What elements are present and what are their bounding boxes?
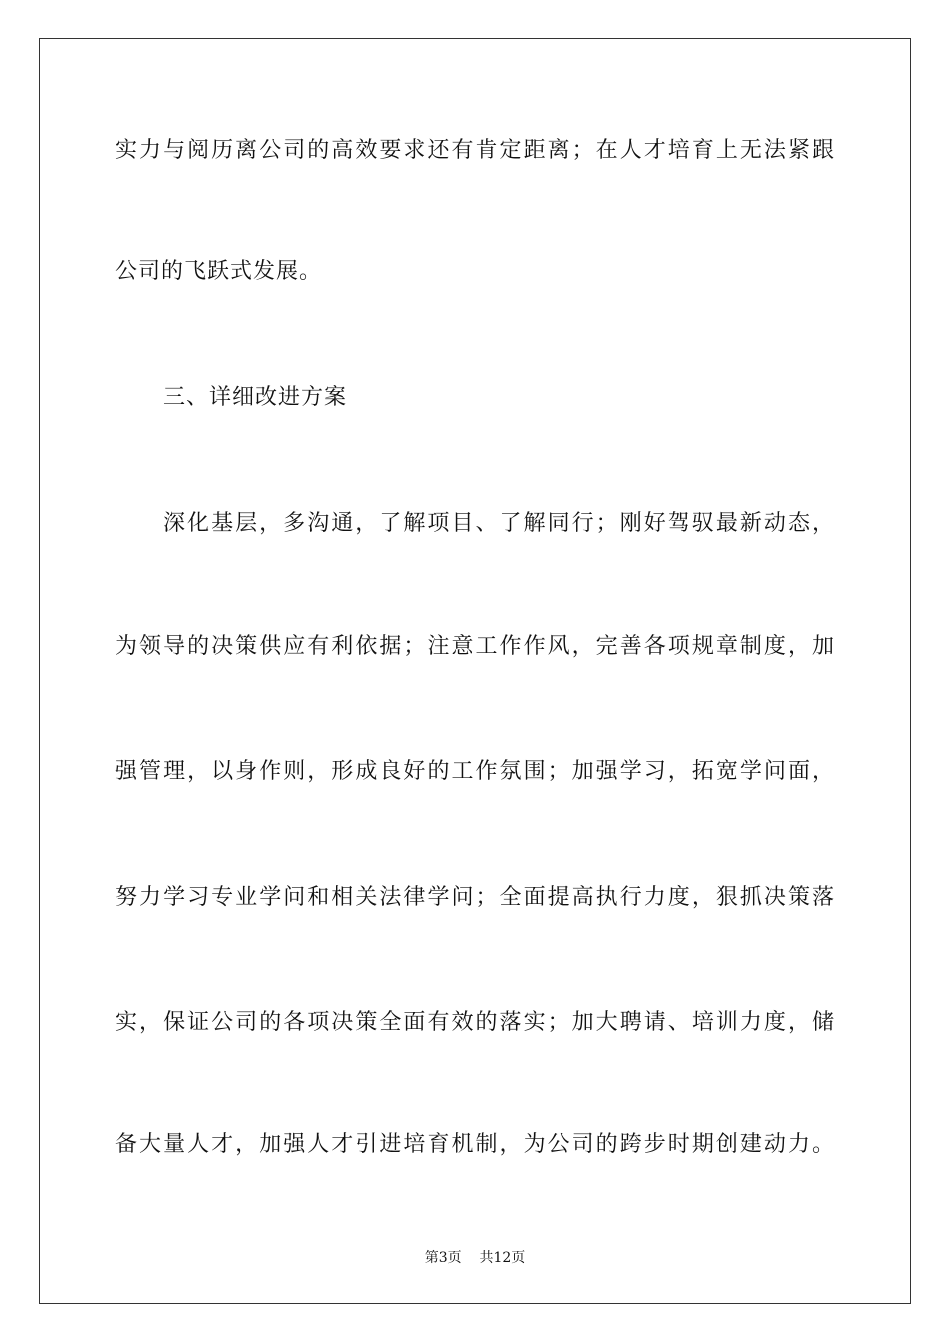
page-footer: [0, 1248, 950, 1268]
paragraph-line: 备大量人才，加强人才引进培育机制，为公司的跨步时期创建动力。: [115, 1132, 835, 1157]
paragraph-line: 深化基层，多沟通，了解项目、了解同行；刚好驾驭最新动态，: [163, 511, 835, 536]
paragraph-line: 为领导的决策供应有利依据；注意工作作风，完善各项规章制度，加: [115, 634, 835, 659]
total-pages: 共12页: [479, 1250, 526, 1266]
paragraph-line: 实，保证公司的各项决策全面有效的落实；加大聘请、培训力度，储: [115, 1010, 835, 1035]
current-page-number: 第3页: [424, 1250, 462, 1266]
paragraph-line: 努力学习专业学问和相关法律学问；全面提高执行力度，狠抓决策落: [115, 885, 835, 910]
section-heading: 三、详细改进方案: [163, 385, 348, 410]
paragraph-line: 实力与阅历离公司的高效要求还有肯定距离；在人才培育上无法紧跟: [115, 138, 835, 163]
paragraph-line: 公司的飞跃式发展。: [115, 259, 323, 284]
paragraph-line: 强管理，以身作则，形成良好的工作氛围；加强学习，拓宽学问面，: [115, 759, 835, 784]
page-border: [39, 38, 911, 1304]
